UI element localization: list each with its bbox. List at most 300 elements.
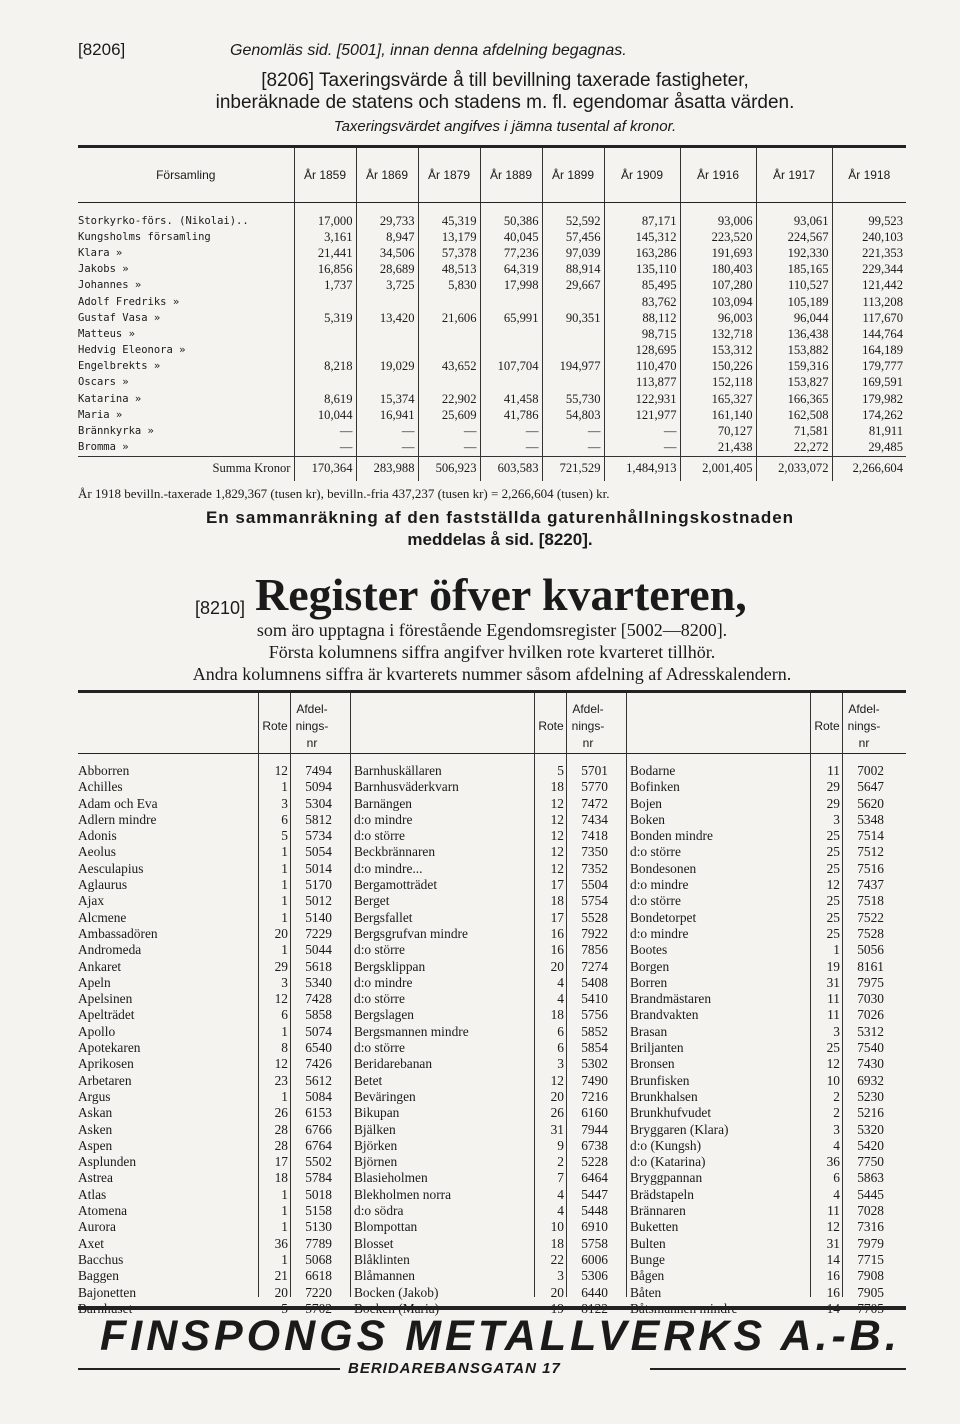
rote-number: 3 [833, 1121, 840, 1137]
afdelning-number: 5448 [581, 1203, 608, 1219]
rote-number: 25 [826, 844, 840, 860]
kvarter-name: Bergsmannen mindre [354, 1023, 469, 1039]
table-row [78, 310, 906, 326]
list-item [78, 1170, 354, 1186]
value-cell [294, 326, 356, 342]
rote-number: 26 [550, 1105, 564, 1121]
parish-name: Bromma » [78, 441, 129, 454]
kvarter-name: Borgen [630, 958, 670, 974]
parish-name: Storkyrko-förs. (Nikolai).. [78, 214, 249, 227]
list-item [78, 812, 354, 828]
rote-number: 1 [281, 877, 288, 893]
kvarter-name: Bryggaren (Klara) [630, 1121, 729, 1137]
afdelning-number: 7789 [305, 1235, 332, 1251]
list-item [354, 1073, 630, 1089]
kvarter-name: Bikupan [354, 1105, 400, 1121]
value-cell: 163,286 [604, 245, 680, 261]
rote-number: 3 [557, 1268, 564, 1284]
kvarter-name: Bondetorpet [630, 909, 697, 925]
rote-number: 8 [281, 1040, 288, 1056]
value-cell: 29,667 [542, 278, 604, 294]
list-item [630, 1138, 906, 1154]
kvarter-name: Buketten [630, 1219, 679, 1235]
value-cell: 96,003 [680, 310, 756, 326]
value-cell: 93,006 [680, 203, 756, 230]
rote-number: 12 [274, 991, 288, 1007]
summa-value: 603,583 [480, 456, 542, 481]
kvarter-name: Björken [354, 1137, 398, 1153]
afdelning-number: 5018 [305, 1186, 332, 1202]
value-cell [542, 294, 604, 310]
list-item [630, 1203, 906, 1219]
value-cell: 153,827 [756, 375, 832, 391]
afdelning-header-line: nr [858, 736, 870, 750]
parish-name: Katarina » [78, 392, 142, 405]
value-cell: 103,094 [680, 294, 756, 310]
list-item [630, 796, 906, 812]
rote-number: 4 [557, 974, 564, 990]
register-desc-3: Andra kolumnens siffra är kvarterets nummer såsom afdelning af Adresskalendern. [192, 664, 792, 684]
list-item [354, 1007, 630, 1023]
afdelning-number: 6440 [581, 1284, 608, 1300]
list-item [354, 959, 630, 975]
register-desc-1: som äro upptagna i förestående Egendomsregister [5002—8200]. [256, 620, 728, 640]
rote-number: 4 [833, 1186, 840, 1202]
kvarter-name: Barnhuskällaren [354, 763, 442, 778]
table-row [78, 391, 906, 407]
rote-number: 36 [826, 1154, 840, 1170]
value-cell: — [604, 440, 680, 457]
rote-number: 31 [826, 1235, 840, 1251]
afdelning-number: 5504 [581, 877, 608, 893]
afdelning-number: 5863 [857, 1170, 884, 1186]
afdelning-number: 6932 [857, 1072, 884, 1088]
kvarter-name: Brandvakten [630, 1007, 699, 1023]
kvarter-name: d:o större [630, 844, 681, 860]
list-item [78, 1203, 354, 1219]
rote-number: 5 [281, 828, 288, 844]
list-item [78, 1236, 354, 1252]
value-cell: 85,495 [604, 278, 680, 294]
value-cell: — [480, 423, 542, 439]
kvarter-name: Apelsinen [78, 991, 133, 1007]
value-cell: 8,947 [356, 229, 418, 245]
rote-number: 16 [550, 942, 564, 958]
value-cell [294, 343, 356, 359]
afdelning-number: 5734 [305, 828, 332, 844]
kvarter-name: Borren [630, 974, 668, 990]
value-cell: 221,353 [832, 245, 906, 261]
list-item [78, 1187, 354, 1203]
afdelning-number: 7026 [857, 1007, 884, 1023]
summary-note: År 1918 bevilln.-taxerade 1,829,367 (tusen kr), bevilln.-fria 437,237 (tusen kr) = 2,266,604 (tusen) kr. [78, 486, 610, 501]
value-cell: — [542, 423, 604, 439]
value-cell: 107,704 [480, 359, 542, 375]
value-cell: 164,189 [832, 343, 906, 359]
rote-number: 6 [557, 1023, 564, 1039]
kvarter-name: Bergamotträdet [354, 877, 438, 893]
kvarter-name: Bulten [630, 1235, 666, 1251]
afdelning-number: 7352 [581, 860, 608, 876]
list-item [78, 844, 354, 860]
rote-number: 1 [281, 942, 288, 958]
table-subtitle: Taxeringsvärdet angifves i jämna tusental af kronor. [333, 118, 677, 135]
value-cell: 8,218 [294, 359, 356, 375]
afdelning-number: 7522 [857, 909, 884, 925]
kvarter-name: Aspen [78, 1137, 113, 1153]
rote-number: 3 [281, 974, 288, 990]
rote-number: 1 [281, 1203, 288, 1219]
register-column [354, 693, 630, 1316]
page-code: [8206] [78, 40, 126, 59]
value-cell: 34,506 [356, 245, 418, 261]
summa-value: 506,923 [418, 456, 480, 481]
list-item [78, 1089, 354, 1105]
afdelning-header-line: nr [306, 736, 318, 750]
kvarter-name: Aprikosen [78, 1056, 134, 1072]
kvarter-name: Atomena [78, 1203, 128, 1219]
afdelning-number: 8161 [857, 958, 884, 974]
afdelning-number: 5528 [581, 909, 608, 925]
table-row [78, 245, 906, 261]
rote-number: 5 [557, 763, 564, 778]
list-item [78, 1105, 354, 1121]
rote-number: 19 [550, 1300, 564, 1316]
value-cell: 88,914 [542, 262, 604, 278]
column-header-year: År 1879 [418, 147, 480, 203]
afdelning-number: 6464 [581, 1170, 608, 1186]
kvarter-name: Brädstapeln [630, 1186, 694, 1202]
rote-number: 25 [826, 909, 840, 925]
afdelning-number: 5754 [581, 893, 608, 909]
parish-name: Kungsholms församling [78, 230, 211, 243]
value-cell [356, 375, 418, 391]
value-cell [418, 326, 480, 342]
rote-number: 12 [826, 1056, 840, 1072]
company-name: FINSPONGS METALLVERKS A.-B. [100, 1312, 901, 1360]
kvarter-name: Atlas [78, 1186, 107, 1202]
kvarter-name: Bocken (Maria) [354, 1300, 440, 1316]
afdelning-number: 5858 [305, 1007, 332, 1023]
value-cell: 15,374 [356, 391, 418, 407]
afdelning-number: 7002 [857, 763, 884, 778]
value-cell: 113,877 [604, 375, 680, 391]
summa-value: 721,529 [542, 456, 604, 481]
rote-number: 1 [833, 942, 840, 958]
afdelning-number: 7516 [857, 860, 884, 876]
company-address: BERIDAREBANSGATAN 17 [348, 1360, 561, 1377]
kvarter-name: Bergsgrufvan mindre [354, 925, 468, 941]
list-item [78, 991, 354, 1007]
afdelning-number: 5410 [581, 991, 608, 1007]
table-title-line2: inberäknade de statens och stadens m. fl. egendomar åsatta värden. [215, 92, 795, 113]
kvarter-name: Ambassadören [78, 925, 158, 941]
list-item [630, 1285, 906, 1301]
summa-value: 1,484,913 [604, 456, 680, 481]
parish-name: Gustaf Vasa » [78, 311, 161, 324]
value-cell: 240,103 [832, 229, 906, 245]
value-cell [542, 343, 604, 359]
kvarter-name: Båten [630, 1284, 662, 1300]
rote-number: 16 [826, 1284, 840, 1300]
kvarter-name: Bjälken [354, 1121, 396, 1137]
rote-number: 7 [557, 1170, 564, 1186]
list-item [354, 1122, 630, 1138]
parish-name: Johannes » [78, 279, 142, 292]
value-cell [356, 343, 418, 359]
kvarter-name: Astrea [78, 1170, 113, 1186]
kvarter-name: d:o södra [354, 1203, 404, 1219]
kvarter-name: Blekholmen norra [354, 1186, 452, 1202]
register-column-header [78, 693, 354, 754]
value-cell: — [294, 440, 356, 457]
kvarter-name: Blompottan [354, 1219, 418, 1235]
value-cell: 180,403 [680, 262, 756, 278]
rote-number: 14 [826, 1251, 840, 1267]
list-item [354, 975, 630, 991]
value-cell: 8,619 [294, 391, 356, 407]
list-item [78, 1268, 354, 1284]
table-title-line1: [8206] Taxeringsvärde å till bevillning taxerade fastigheter, [261, 70, 749, 91]
kvarter-name: Arbetaren [78, 1072, 132, 1088]
afdelning-number: 5502 [305, 1154, 332, 1170]
list-item [354, 1170, 630, 1186]
value-cell: 21,606 [418, 310, 480, 326]
rote-number: 28 [274, 1137, 288, 1153]
kvarter-name: Apeln [78, 974, 111, 990]
value-cell [418, 343, 480, 359]
value-cell: 57,456 [542, 229, 604, 245]
kvarter-name: Brännaren [630, 1203, 686, 1219]
afdelning-number: 6160 [581, 1105, 608, 1121]
value-cell: 166,365 [756, 391, 832, 407]
afdelning-header-line: nings- [847, 719, 881, 733]
rote-number: 29 [826, 795, 840, 811]
list-item [630, 1122, 906, 1138]
value-cell: 229,344 [832, 262, 906, 278]
rote-number: 12 [550, 811, 564, 827]
kvarter-name: Blosset [354, 1235, 394, 1251]
list-item [354, 1138, 630, 1154]
afdelning-number: 5348 [857, 811, 884, 827]
rote-number: 1 [281, 779, 288, 795]
value-cell: 122,931 [604, 391, 680, 407]
rote-header: Rote [538, 719, 564, 733]
parish-name: Adolf Fredriks » [78, 295, 180, 308]
value-cell: 132,718 [680, 326, 756, 342]
kvarter-name: d:o (Katarina) [630, 1154, 706, 1170]
value-cell: 43,652 [418, 359, 480, 375]
value-cell: 192,330 [756, 245, 832, 261]
kvarter-name: Boken [630, 811, 665, 827]
rote-number: 3 [833, 811, 840, 827]
parish-name: Brännkyrka » [78, 425, 154, 438]
list-item [78, 1219, 354, 1235]
list-item [354, 1089, 630, 1105]
value-cell: 105,189 [756, 294, 832, 310]
value-cell: 90,351 [542, 310, 604, 326]
list-item [630, 844, 906, 860]
table-row [78, 423, 906, 439]
list-item [630, 1236, 906, 1252]
value-cell: 48,513 [418, 262, 480, 278]
summa-value: 2,266,604 [832, 456, 906, 481]
column-header-year: År 1889 [480, 147, 542, 203]
list-item [78, 1007, 354, 1023]
parish-name: Jakobs » [78, 263, 129, 276]
rote-number: 12 [550, 795, 564, 811]
value-cell: 144,764 [832, 326, 906, 342]
value-cell [356, 294, 418, 310]
value-cell: 28,689 [356, 262, 418, 278]
afdelning-number: 5054 [305, 844, 332, 860]
rote-number: 20 [274, 1284, 288, 1300]
summa-value: 170,364 [294, 456, 356, 481]
afdelning-number: 5770 [581, 779, 608, 795]
parish-name: Hedvig Eleonora » [78, 344, 186, 357]
cross-reference-page: meddelas å sid. [8220]. [407, 530, 593, 549]
afdelning-number: 5812 [305, 811, 332, 827]
kvarter-name: Brunkhalsen [630, 1088, 698, 1104]
afdelning-number: 5170 [305, 877, 332, 893]
value-cell: 128,695 [604, 343, 680, 359]
value-cell: 110,470 [604, 359, 680, 375]
afdelning-number: 7750 [857, 1154, 884, 1170]
afdelning-header-line: Afdel- [848, 702, 880, 716]
afdelning-number: 5140 [305, 909, 332, 925]
value-cell: 3,161 [294, 229, 356, 245]
value-cell: 179,777 [832, 359, 906, 375]
value-cell [480, 343, 542, 359]
table-row [78, 229, 906, 245]
kvarter-name: d:o mindre... [354, 860, 423, 876]
kvarter-name: d:o mindre [354, 811, 413, 827]
column-header-year: År 1869 [356, 147, 418, 203]
afdelning-number: 7494 [305, 763, 332, 778]
value-cell: 96,044 [756, 310, 832, 326]
kvarter-name: Bocken (Jakob) [354, 1284, 439, 1300]
rote-number: 6 [833, 1170, 840, 1186]
column-header-year: År 1916 [680, 147, 756, 203]
list-item [354, 1056, 630, 1072]
value-cell [480, 375, 542, 391]
afdelning-header-line: Afdel- [572, 702, 604, 716]
afdelning-number: 5340 [305, 974, 332, 990]
afdelning-number: 5445 [857, 1186, 884, 1202]
kvarter-name: d:o mindre [630, 925, 689, 941]
list-item [630, 1089, 906, 1105]
value-cell: 64,319 [480, 262, 542, 278]
list-item [630, 812, 906, 828]
afdelning-header-line: nings- [295, 719, 329, 733]
rote-number: 12 [826, 1219, 840, 1235]
column-header-parish: Församling [78, 147, 294, 203]
list-item [354, 942, 630, 958]
table-row [78, 359, 906, 375]
kvarter-name: Bergsfallet [354, 909, 413, 925]
value-cell [356, 326, 418, 342]
column-header-year: År 1909 [604, 147, 680, 203]
value-cell: 98,715 [604, 326, 680, 342]
kvarter-name: Briljanten [630, 1040, 684, 1056]
rote-number: 12 [826, 877, 840, 893]
afdelning-number: 5230 [857, 1088, 884, 1104]
table-row [78, 407, 906, 423]
afdelning-number: 6766 [305, 1121, 332, 1137]
rote-number: 21 [274, 1268, 288, 1284]
valuation-table-header [78, 147, 906, 203]
afdelning-number: 5758 [581, 1235, 608, 1251]
value-cell: 224,567 [756, 229, 832, 245]
list-item [630, 1073, 906, 1089]
column-header-year: År 1917 [756, 147, 832, 203]
value-cell: 161,140 [680, 407, 756, 423]
value-cell: 21,441 [294, 245, 356, 261]
value-cell: 159,316 [756, 359, 832, 375]
value-cell: 13,179 [418, 229, 480, 245]
column-header-year: År 1899 [542, 147, 604, 203]
kvarter-name: Bunge [630, 1251, 665, 1267]
value-cell: 21,438 [680, 440, 756, 457]
afdelning-number: 7216 [581, 1088, 608, 1104]
kvarter-name: d:o större [630, 893, 681, 909]
list-item [630, 926, 906, 942]
rote-number: 22 [550, 1251, 564, 1267]
rote-number: 3 [281, 795, 288, 811]
value-cell: 13,420 [356, 310, 418, 326]
afdelning-number: 5228 [581, 1154, 608, 1170]
value-cell: 174,262 [832, 407, 906, 423]
value-cell: 145,312 [604, 229, 680, 245]
rote-number: 6 [557, 1040, 564, 1056]
list-item [630, 1219, 906, 1235]
column-header-year: År 1918 [832, 147, 906, 203]
list-item [354, 779, 630, 795]
afdelning-number: 5702 [305, 1300, 332, 1316]
list-item [78, 1024, 354, 1040]
list-item [78, 861, 354, 877]
kvarter-name: Bergslagen [354, 1007, 414, 1023]
rote-number: 29 [274, 958, 288, 974]
value-cell: 54,803 [542, 407, 604, 423]
value-cell: 3,725 [356, 278, 418, 294]
rote-number: 20 [550, 1088, 564, 1104]
rote-number: 9 [557, 1137, 564, 1153]
rote-number: 11 [827, 1007, 840, 1023]
afdelning-number: 7715 [857, 1251, 884, 1267]
value-cell: 83,762 [604, 294, 680, 310]
list-item [78, 910, 354, 926]
afdelning-number: 7274 [581, 958, 608, 974]
afdelning-number: 7472 [581, 795, 608, 811]
afdelning-number: 7430 [857, 1056, 884, 1072]
list-item [630, 1268, 906, 1284]
list-item [78, 1040, 354, 1056]
value-cell: 169,591 [832, 375, 906, 391]
list-item [630, 1007, 906, 1023]
rote-number: 12 [550, 1072, 564, 1088]
afdelning-number: 5068 [305, 1251, 332, 1267]
kvarter-name: Bondesonen [630, 860, 697, 876]
list-item [78, 779, 354, 795]
summa-value: 2,001,405 [680, 456, 756, 481]
rote-number: 11 [827, 991, 840, 1007]
list-item [354, 991, 630, 1007]
list-item [354, 861, 630, 877]
value-cell: 57,378 [418, 245, 480, 261]
value-cell: 19,029 [356, 359, 418, 375]
value-cell: — [294, 423, 356, 439]
